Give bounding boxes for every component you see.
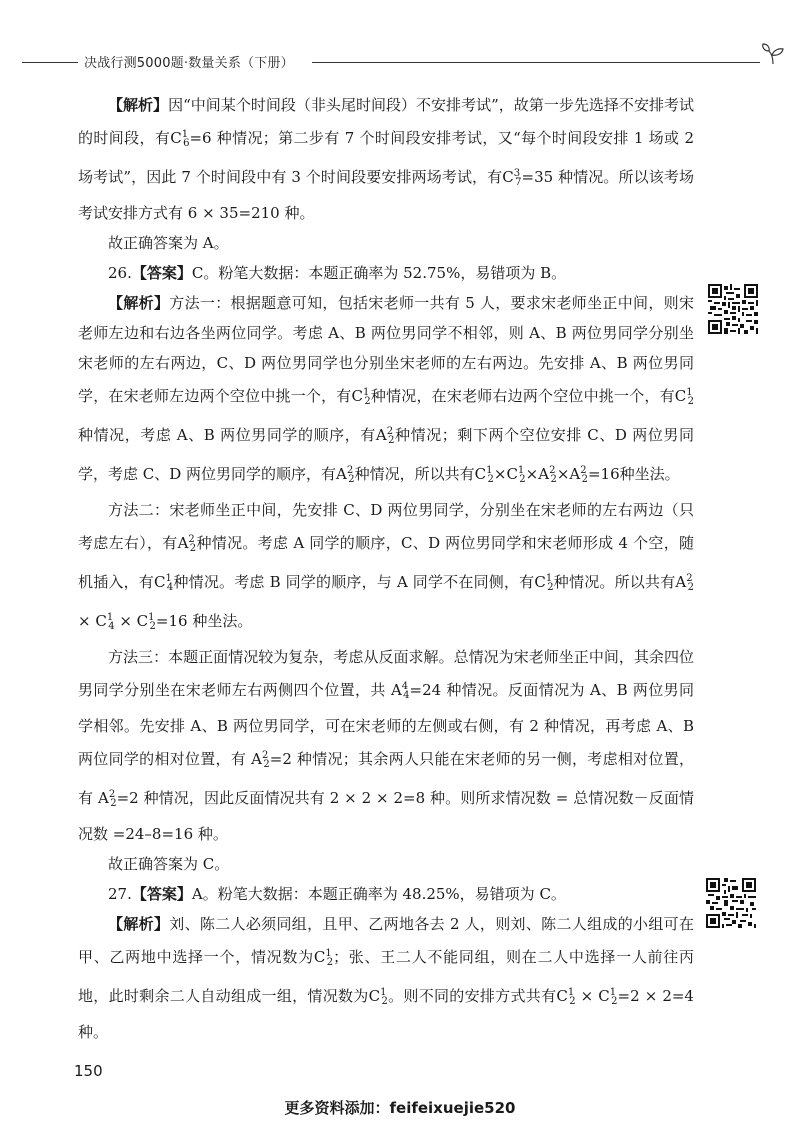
formula: $^1_2$ [362, 387, 371, 407]
formula: $^1_2$ [567, 987, 576, 1007]
header-title: 决战行测5000题·数量关系（下册） [84, 56, 294, 71]
q26-method-3: 方法三：本题正面情况较为复杂，考虑从反面求解。总情况为宋老师坐正中间，其余四位男同学分别坐在宋老师左右两侧四个位置，共 $A^4_4=24$ 种情况。反面情况为 A、B 两位男同学相邻。先安排 A、B 两位男同学，可在宋老师的左侧或右侧，有 2 种情况，再考虑 A、B 两位同学的相对位置，有 $A^2_2=2$ 种情况；其余两人只能在宋老师的另一侧，考虑相对位置，有 $A^2_2=2$ 种情况，因此反面情况共有 2 × 2 × 2=8 种。则所求情况数 = 总情况数－反面情况数 =24–8=16 种。 [78, 648, 694, 843]
analysis-label: 【解析】 [108, 915, 170, 933]
q26-conclusion: 故正确答案为 C。 [108, 855, 230, 873]
q27-analysis: 【解析】刘、陈二人必须同组，且甲、乙两地各去 2 人，则刘、陈二人组成的小组可在甲、乙两地中选择一个，情况数为$C^1_2$；张、王二人不能同组，则在二人中选择一人前往丙地，此时剩余二人自动组成一组，情况数为$C^1_2$。则不同的安排方式共有$C^1_2 \times C^1_2=2 \times 2=4$ 种。 [78, 915, 694, 1041]
analysis-label: 【解析】 [108, 294, 170, 312]
formula: $^2_2$ [346, 465, 355, 485]
q25-conclusion: 故正确答案为 A。 [108, 234, 229, 252]
formula: $^1_6$ [181, 129, 190, 149]
product-formula: $C^1_2\times C^1_2\times A^2_2\times A^2_2$ [474, 465, 588, 485]
qr-code-icon [708, 284, 758, 334]
formula: $^4_4$ [401, 681, 410, 701]
formula: $^1_2$ [148, 612, 156, 632]
answer-label: 【答案】 [131, 264, 192, 282]
q26-answer: 26.【答案】C。粉笔大数据：本题正确率为 52.75%，易错项为 B。 [108, 264, 567, 282]
formula: $^1_2$ [545, 573, 554, 593]
sprout-icon [760, 42, 786, 66]
formula: $^2_2$ [188, 534, 197, 554]
q27-answer: 27.【答案】A。粉笔大数据：本题正确率为 48.25%，易错项为 C。 [108, 885, 566, 903]
running-header [0, 42, 800, 72]
formula: $^1_2$ [380, 987, 388, 1007]
answer-label: 【答案】 [131, 885, 192, 903]
formula: $^3_7$ [513, 168, 522, 188]
header-rule-right [312, 62, 760, 63]
qr-code-icon [706, 878, 756, 928]
formula: $^1_2$ [609, 987, 618, 1007]
formula: $^2_2$ [262, 750, 270, 770]
formula: $^1_4$ [106, 612, 115, 632]
formula: $^2_2$ [686, 573, 694, 593]
page-content [78, 90, 694, 1047]
page-number: 150 [74, 1062, 103, 1080]
formula: $^2_2$ [386, 426, 395, 446]
formula: $^1_4$ [165, 573, 174, 593]
formula: $^2_2$ [108, 789, 117, 809]
q25-analysis: 【解析】因“中间某个时间段（非头尾时间段）不安排考试”，故第一步先选择不安排考试的时间段，有$C^1_6=6$ 种情况；第二步有 7 个时间段安排考试，又“每个时间段安排 1 场或 2 场考试”，因此 7 个时间段中有 3 个时间段要安排两场考试，有$C^3_7=35$ 种情况。所以该考场考试安排方式有 6 × 35=210 种。 [78, 96, 694, 222]
q26-method-1: 【解析】方法一：根据题意可知，包括宋老师一共有 5 人，要求宋老师坐正中间，则宋老师左边和右边各坐两位同学。考虑 A、B 两位男同学不相邻，则 A、B 两位男同学分别坐宋老师的左右两边，C、D 两位男同学也分别坐宋老师的左右两边。先安排 A、B 两位男同学，在宋老师左边两个空位中挑一个，有$C^1_2$种情况，在宋老师右边两个空位中挑一个，有$C^1_2$种情况，考虑 A、B 两位男同学的顺序，有$A^2_2$种情况；剩下两个空位安排 C、D 两位男同学，考虑 C、D 两位男同学的顺序，有$A^2_2$种情况，所以共有$C^1_2\times C^1_2\times A^2_2\times A^2_2=16$种坐法。 [78, 294, 695, 485]
q26-method-2: 方法二：宋老师坐正中间，先安排 C、D 两位男同学，分别坐在宋老师的左右两边（只考虑左右），有$A^2_2$种情况。考虑 A 同学的顺序，C、D 两位男同学和宋老师形成 4 个空，随机插入，有$C^1_4$种情况。考虑 B 同学的顺序，与 A 同学不在同侧，有$C^1_2$种情况。所以共有$A^2_2 \times C^1_4 \times C^1_2=16$ 种坐法。 [78, 501, 694, 632]
formula: $^1_2$ [686, 387, 695, 407]
header-rule-left [22, 62, 78, 63]
footer-note: 更多资料添加：feifeixuejie520 [284, 1099, 516, 1117]
question-number: 26. [108, 264, 132, 282]
question-number: 27. [108, 885, 132, 903]
formula: $^1_2$ [325, 948, 334, 968]
analysis-label: 【解析】 [108, 96, 169, 114]
